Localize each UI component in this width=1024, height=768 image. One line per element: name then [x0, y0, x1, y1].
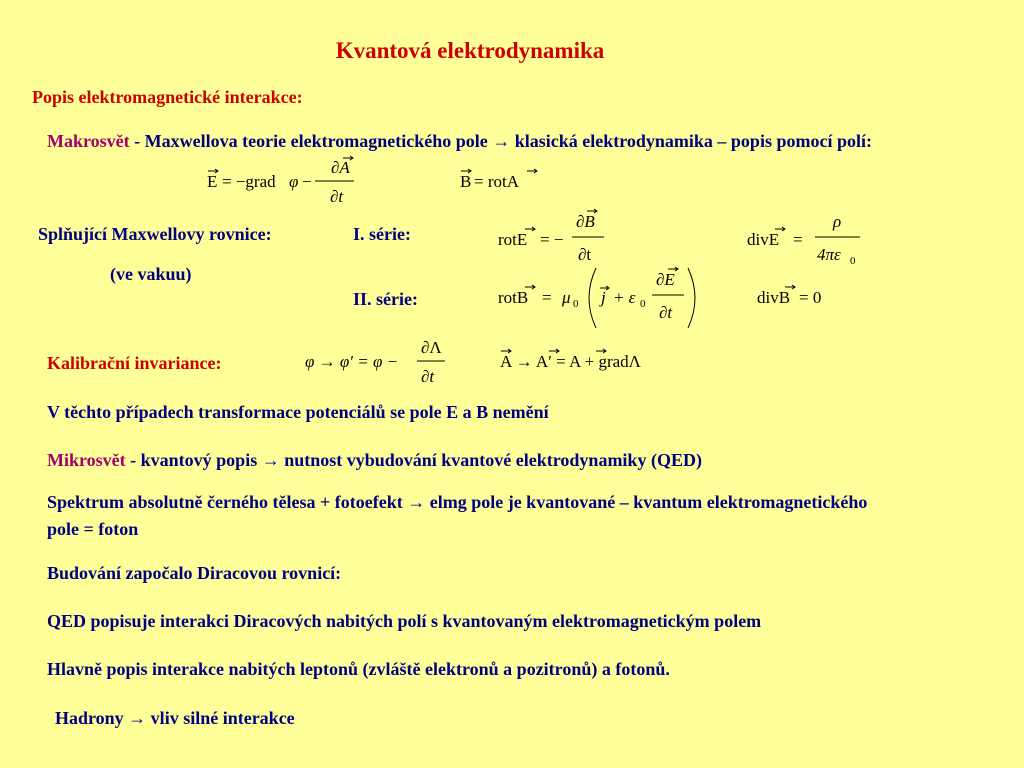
svg-text:∂Λ: ∂Λ: [421, 338, 442, 357]
dirac-line: Budování započalo Diracovou rovnicí:: [47, 563, 342, 583]
makro-text: - Maxwellova teorie elektromagnetického pole → klasická elektrodynamika – popis pomocí polí:: [129, 131, 872, 151]
svg-text:∂t: ∂t: [578, 245, 592, 264]
svg-text:= −grad: = −grad: [222, 172, 276, 191]
svg-text:divE: divE: [747, 230, 780, 249]
leptons-line: Hlavně popis interakce nabitých leptonů (zvláště elektronů a pozitronů) a fotonů.: [47, 659, 670, 679]
makro-paragraph: [47, 128, 1014, 155]
svg-text:= 0: = 0: [799, 288, 822, 307]
svg-text:0: 0: [573, 298, 579, 310]
svg-text:φ → φ′ = φ −: φ → φ′ = φ −: [305, 352, 399, 371]
formula-e-potential: [207, 158, 367, 215]
svg-text:μ: μ: [562, 288, 571, 307]
transform-line: V těchto případech transformace potenciálů se pole E a B nemění: [47, 402, 549, 422]
svg-text:j: j: [601, 288, 606, 307]
formula-a-gauge: [500, 338, 700, 383]
series-2-label: II. série:: [353, 289, 418, 309]
svg-text:rotB: rotB: [498, 288, 529, 307]
formula-rot-b: [498, 266, 698, 337]
page-title: Kvantová elektrodynamika: [335, 38, 605, 63]
svg-text:∂A: ∂A: [331, 158, 350, 177]
svg-text:=: =: [793, 230, 803, 249]
spectrum-line: Spektrum absolutně černého tělesa + fotoefekt → elmg pole je kvantované – kvantum elektromagnetického pole = foton: [47, 492, 868, 539]
mikro-label: Mikrosvět: [47, 450, 126, 470]
formula-div-b: [757, 266, 847, 311]
svg-text:−: −: [302, 172, 312, 191]
svg-text:= −: = −: [540, 230, 564, 249]
formula-phi-gauge: [305, 338, 455, 395]
makro-label: Makrosvět: [47, 131, 130, 151]
svg-text:∂B: ∂B: [576, 212, 595, 231]
series-1-label: I. série:: [353, 224, 411, 244]
subtitle: Popis elektromagnetické interakce:: [32, 87, 303, 107]
qed-line: QED popisuje interakci Diracových nabitých polí s kvantovaným elektromagnetickým polem: [47, 611, 762, 631]
hadrons-line: Hadrony → vliv silné interakce: [55, 708, 295, 728]
svg-text:divB: divB: [757, 288, 791, 307]
svg-text:rotE: rotE: [498, 230, 528, 249]
formula-b-potential: [460, 158, 560, 203]
svg-text:∂t: ∂t: [330, 187, 344, 206]
svg-text:= rotA: = rotA: [474, 172, 519, 191]
svg-text:0: 0: [640, 298, 646, 310]
svg-text:0: 0: [850, 255, 856, 267]
kalibrace-label: Kalibrační invariance:: [47, 353, 222, 373]
svg-text:+ ε: + ε: [613, 288, 636, 307]
svg-text:ρ: ρ: [833, 212, 842, 231]
svg-text:A → A′ = A + gradΛ: A → A′ = A + gradΛ: [500, 352, 642, 371]
maxwell-label: Splňující Maxwellovy rovnice:: [38, 224, 272, 244]
vacuum-label: (ve vakuu): [110, 264, 192, 284]
svg-text:B: B: [460, 172, 472, 191]
svg-text:∂E: ∂E: [656, 270, 675, 289]
svg-text:∂t: ∂t: [659, 303, 673, 322]
formula-rot-e: [498, 208, 628, 273]
svg-text:4πε: 4πε: [817, 245, 841, 264]
e-symbol: E: [207, 172, 218, 191]
mikro-text: - kvantový popis → nutnost vybudování kvantové elektrodynamiky (QED): [125, 450, 702, 470]
svg-text:φ: φ: [289, 172, 299, 191]
mikro-paragraph: [47, 450, 702, 471]
formula-div-e: [747, 208, 867, 273]
svg-text:=: =: [542, 288, 552, 307]
svg-text:∂t: ∂t: [421, 367, 435, 386]
